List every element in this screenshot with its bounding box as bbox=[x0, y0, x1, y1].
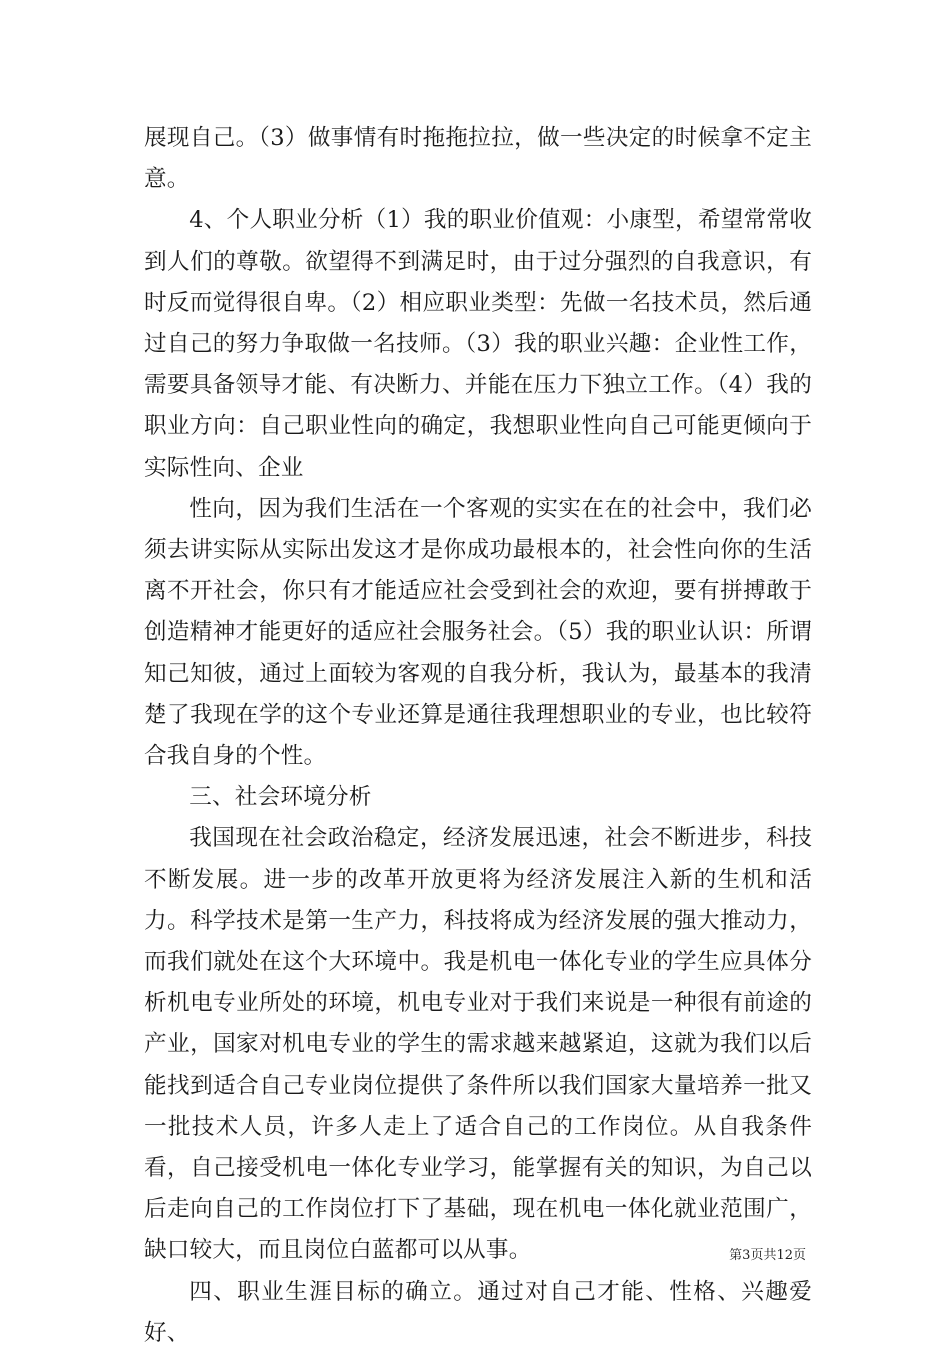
paragraph-weaknesses-end: 展现自己。（3）做事情有时拖拖拉拉，做一些决定的时候拿不定主意。 bbox=[144, 125, 812, 193]
page-number-footer: 第3页共12页 bbox=[729, 1248, 806, 1263]
paragraph-social-environment: 我国现在社会政治稳定，经济发展迅速，社会不断进步，科技不断发展。进一步的改革开放更将为经济发展注入新的生机和活力。科学技术是第一生产力，科技将成为经济发展的强大推动力，而我们就处在这个大环境中。我是机电一体化专业的学生应具体分析机电专业所处的环境，机电专业对于我们来说是一种很有前途的产业，国家对机电专业的学生的需求越来越紧迫，这就为我们以后能找到适合自己专业岗位提供了条件所以我们国家大量培养一批又一批技术人员，许多人走上了适合自己的工作岗位。从自我条件看，自己接受机电一体化专业学习，能掌握有关的知识，为自己以后走向自己的工作岗位打下了基础，现在机电一体化就业范围广，缺口较大，而且岗位白蓝都可以从事。 bbox=[144, 825, 812, 1264]
document-body bbox=[144, 118, 812, 1354]
paragraph-career-analysis: 4、个人职业分析（1）我的职业价值观：小康型，希望常常收到人们的尊敬。欲望得不到满足时，由于过分强烈的自我意识，有时反而觉得很自卑。（2）相应职业类型：先做一名技术员，然后通过自己的努力争取做一名技师。（3）我的职业兴趣：企业性工作，需要具备领导才能、有决断力、并能在压力下独立工作。（4）我的职业方向：自己职业性向的确定，我想职业性向自己可能更倾向于实际性向、企业 bbox=[144, 207, 812, 481]
section-heading-career-goal: 四、职业生涯目标的确立。通过对自己才能、性格、兴趣爱好、 bbox=[144, 1278, 812, 1346]
paragraph-career-orientation: 性向，因为我们生活在一个客观的实实在在的社会中，我们必须去讲实际从实际出发这才是你成功最根本的，社会性向你的生活离不开社会，你只有才能适应社会受到社会的欢迎，要有拼搏敢于创造精神才能更好的适应社会服务社会。（5）我的职业认识：所谓知己知彼，通过上面较为客观的自我分析，我认为，最基本的我清楚了我现在学的这个专业还算是通往我理想职业的专业，也比较符合我自身的个性。 bbox=[144, 495, 812, 770]
section-heading-social-environment: 三、社会环境分析 bbox=[189, 784, 372, 811]
